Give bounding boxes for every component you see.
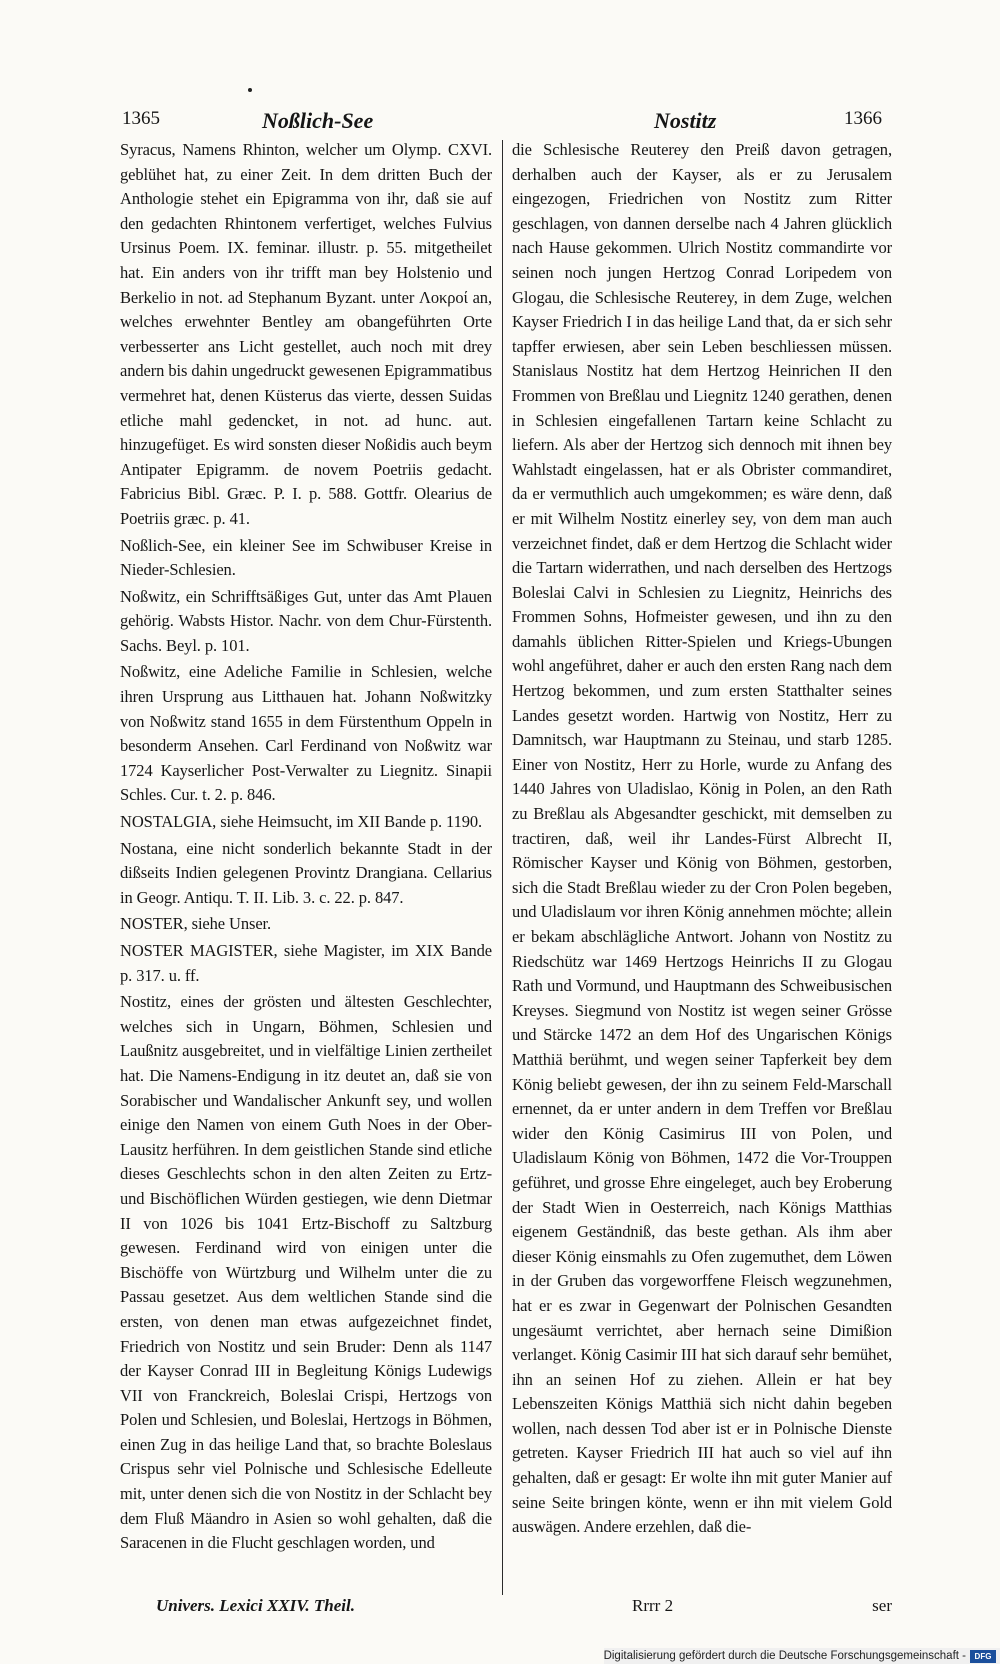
entry-text: Nostitz, eines der grösten und ältesten Geschlechter, welches sich in Ungarn, Böhmen, Schlesien und Laußnitz ausgebreitet, und in vielfältige Linien zertheilet hat. Die Namens-Endigung in itz deutet an, daß sie von Sorabischer und Wandalischer Ankunft sey, und wollen einige den Namen von einem Guth Noes in der Ober-Lausitz herführen. In dem geistlichen Stande sind etliche dieses Geschlechts schon in den alten Zeiten zu Ertz- und Bischöflichen Würden gestiegen, wie denn Dietmar II von 1026 bis 1041 Ertz-Bischoff zu Saltzburg gewesen. Ferdinand wird von einigen unter die Bischöffe von Würtzburg und Wilhelm unter die zu Passau gesetzet. Aus dem weltlichen Stande sind die ersten, von denen man etwas aufgezeichnet findet, Friedrich von Nostitz und sein Bruder: Denn als 1147 der Kayser Conrad III in Begleitung Königs Ludewigs VII von Franckreich, Boleslai Crispi, Hertzogs von Polen und Schlesien, und Boleslai, Hertzogs in Böhmen, einen Zug in das heilige Land that, so brachte Boleslaus Crispus sehr viel Polnische und Schlesische Edelleute mit, unter denen sich die von Nostitz in der Schlacht bey dem Fluß Mäandro in Asien so wohl gehalten, daß die Saracenen in die Flucht geschlagen worden, und xyxy=(120,992,492,1553)
entry-text: NOSTER, siehe Unser. xyxy=(120,914,272,934)
ink-dot xyxy=(248,88,252,92)
entry-text: Noßlich-See, ein kleiner See im Schwibuser Kreise in Nieder-Schlesien. xyxy=(120,535,492,580)
entry-text: Noßwitz, ein Schrifftsäßiges Gut, unter das Amt Plauen gehörig. Wabsts Histor. Nachr. von dem Chur-Fürstenth. Sachs. Beyl. p. 101. xyxy=(120,586,492,655)
right-column xyxy=(512,138,892,1540)
digitization-credit xyxy=(604,1648,1000,1664)
left-column xyxy=(120,138,492,1556)
page-number-left: 1365 xyxy=(122,108,160,129)
dfg-logo-icon[interactable]: DFG xyxy=(970,1650,996,1663)
entry-text: Noßwitz, eine Adeliche Familie in Schlesien, welche ihren Ursprung aus Litthauen hat. Johann Noßwitzky von Noßwitz stand 1655 in dem Fürstenthum Oppeln in besonderm Ansehen. Carl Ferdinand von Noßwitz war 1724 Kayserlicher Post-Verwalter zu Liegnitz. Sinapii Schles. Cur. t. 2. p. 846. xyxy=(120,662,492,805)
column-divider xyxy=(502,140,503,1595)
headword-left: Noßlich-See xyxy=(262,108,374,133)
running-header xyxy=(122,108,882,134)
page-footer xyxy=(120,1596,892,1622)
entry-text: Syracus, Namens Rhinton, welcher um Olymp. CXVI. geblühet hat, zu einer Zeit. In dem dritten Buch der Anthologie stehet ein Epigramma von ihr, daß sie auf den gedachten Rhintonem verfertiget, welches Fulvius Ursinus Poem. IX. feminar. illustr. p. 55. mitgetheilet hat. Ein anders von ihr trifft man bey Holstenio und Berkelio in not. ad Stephanum Byzant. unter Λοκροί an, welches erwehnter Bentley am obangeführten Orte verbesserter ans Licht gestellet, auch noch mit drey andern bis dahin ungedruckt gewesenen Epigrammatibus vermehret hat, denen Küsterus das vierte, dessen Suidas etliche mahl gedencket, in not. ad hunc. aut. hinzugefüget. Es wird sonsten dieser Noßidis auch beym Antipater Epigramm. de novem Poetriis gedacht. Fabricius Bibl. Græc. P. I. p. 588. Gottfr. Olearius de Poetriis græc. p. 41. xyxy=(120,140,492,528)
entry-text: Nostana, eine nicht sonderlich bekannte Stadt in der dißseits Indien gelegenen Provintz Drangiana. Cellarius in Geogr. Antiqu. T. II. Lib. 3. c. 22. p. 847. xyxy=(120,838,492,907)
credit-text: Digitalisierung gefördert durch die Deutsche Forschungsgemeinschaft - xyxy=(603,1650,966,1662)
sheet-mark: Rrrr 2 xyxy=(632,1596,674,1615)
entry-text: NOSTER MAGISTER, siehe Magister, im XIX Bande p. 317. u. ff. xyxy=(120,941,492,985)
catchword: ser xyxy=(872,1596,892,1615)
volume-signature: Univers. Lexici XXIV. Theil. xyxy=(156,1596,355,1615)
page-number-right: 1366 xyxy=(844,108,882,129)
headword-right: Nostitz xyxy=(654,108,717,133)
entry-text: die Schlesische Reuterey den Preiß davon getragen, derhalben auch der Kayser, als er zu Jerusalem eingezogen, Friedrichen von Nostitz zum Ritter geschlagen, von dannen derselbe nach 4 Jahren glücklich nach Hause gekommen. Ulrich Nostitz commandirte vor seinen noch jungen Hertzog Conrad Loripedem von Glogau, die Schlesische Reuterey, in dem Zuge, welchen Kayser Friedrich I in das heilige Land that, da er sich sehr tapffer erwiesen, aber sein Leben beschliessen müssen. Stanislaus Nostitz hat dem Hertzog Heinrichen II den Frommen von Breßlau und Liegnitz 1240 gerathen, denen in Schlesien eingefallenen Tartarn keine Schlacht zu liefern. Als aber der Hertzog sich dennoch mit ihnen bey Wahlstadt eingelassen, hat er als Obrister commandiret, da er vermuthlich auch umgekommen; es wäre denn, daß er mit Wilhelm Nostitz einerley sey, von dem man auch verzeichnet findet, daß er dem Hertzog die Schlacht wider die Tartarn widerrathen, und nach derselben des Hertzogs Boleslai Calvi in Schlesien zu Liegnitz, Heinrichs des Frommen Sohns, Hofmeister gewesen, und ihn zu den damahls üblichen Ritter-Spielen und Kriegs-Ubungen wohl angeführet, daher er auch den ersten Rang nach dem Hertzog bekommen, und zum ersten Statthalter seines Landes gesetzt worden. Hartwig von Nostitz, Herr zu Damnitsch, war Hauptmann zu Steinau, und starb 1285. Einer von Nostitz, Herr zu Horle, wurde zu Anfang des 1440 Jahres von Uladislao, König in Polen, an den Rath zu Breßlau als Abgesandter geschickt, mit demselben zu tractiren, daß, weil ihr Landes-Fürst Albrecht II, Römischer Kayser und König von Böhmen, gestorben, sich die Stadt Breßlau wieder zu der Cron Polen begeben, und Uladislaum vor ihren König annehmen möchte; allein er bekam abschlägliche Antwort. Johann von Nostitz zu Riedschütz war 1469 Hertzogs Heinrichs II zu Glogau Rath und Vormund, und Hauptmann des Schweibusischen Kreyses. Siegmund von Nostitz ist wegen seiner Grösse und Stärcke 1472 an dem Hof des Ungarischen Königs Matthiä berühmt, und wegen seiner Tapferkeit bey dem König beliebt gewesen, der ihn zu seinem Feld-Marschall ernennet, da er unter andern in dem Treffen vor Breßlau wider den König Casimirus III von Polen, und Uladislaum König von Böhmen, 1472 die Vor-Trouppen geführet, und grosse Ehre eingeleget, auch bey Eroberung der Stadt Wien in Oesterreich, nach Königs Matthias eigenem Geständniß, das beste gethan. Als ihm aber dieser König einsmahls zu Ofen zugemuthet, dem Löwen in der Gruben das vorgeworffene Fleisch wegzunehmen, hat er es zwar in Gegenwart der Polnischen Gesandten ungesäumt verrichtet, aber hernach seine Dimißion verlanget. König Casimir III hat sich darauf sehr bemühet, ihn an seinen Hof zu ziehen. Allein er hat bey Lebenszeiten Königs Matthiä sich nicht dahin begeben wollen, nach dessen Tod aber ist er in Polnische Dienste getreten. Kayser Friedrich III hat auch so viel auf ihn gehalten, daß er gesagt: Er wolte ihn mit guter Manier auf seine Seite bringen könte, wenn er ihn mit vielem Gold auswägen. Andere erzehlen, daß die- xyxy=(512,140,892,1537)
entry-text: NOSTALGIA, siehe Heimsucht, im XII Bande p. 1190. xyxy=(120,812,483,832)
